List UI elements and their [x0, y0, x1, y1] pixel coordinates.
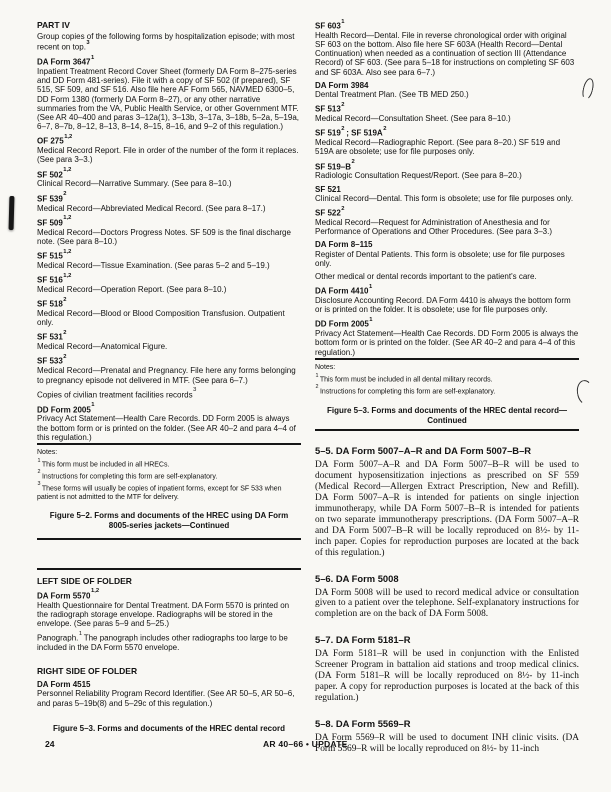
figure-5-2-notes [37, 449, 301, 502]
form-entry-heading: DD Form 2005$^1$ [37, 402, 95, 415]
form-entry [37, 404, 301, 442]
right-side-of-folder-header: RIGHT SIDE OF FOLDER [37, 666, 138, 677]
form-entry [315, 207, 579, 236]
section-heading: 5–6. DA Form 5008 [315, 572, 399, 584]
footnote-marker: 2 [63, 354, 67, 361]
footnote-marker: 2 [341, 101, 345, 108]
footnote-number: 2 [37, 469, 41, 476]
form-entry [315, 103, 579, 123]
footnote-marker: 1 [341, 18, 345, 25]
form-entry-heading: SF $531^2$ [37, 330, 67, 343]
form-entry [315, 20, 579, 77]
form-entry-description: Other medical or dental records important to the patient's care. [315, 271, 537, 281]
form-entry [37, 632, 301, 652]
form-entry-heading: DA Form 4515 [37, 680, 91, 690]
footnote-marker: 2 [383, 125, 387, 132]
right-column [315, 16, 579, 755]
footnote-text: These forms will usually be copies of inpatient forms, except for SF 533 when patient is not admitted to the MTF for delivery. [37, 485, 282, 501]
footnote-number: 3 [37, 481, 41, 488]
notes-list [315, 373, 579, 396]
section-heading: 5–7. DA Form 5181–R [315, 634, 411, 646]
form-entry-description: Privacy Act Statement—Health Care Records. DD Form 2005 is always the bottom form or is printed on the folder. (See AR 40–2 and para 4–4 of this regulation.) [37, 414, 296, 442]
form-entry-description: Medical Record Report. File in order of the number of the form it replaces. (See para 3–3.) [37, 146, 299, 165]
figure-5-2-caption: Figure 5–2. Forms and documents of the HREC using DA Form 8005-series jackets—Continued [49, 511, 289, 530]
form-entry-heading: SF $518^2$ [37, 296, 67, 309]
footnote-number: 2 [315, 384, 319, 391]
left-column [37, 20, 301, 734]
footnote-marker: 1,2 [63, 167, 72, 174]
form-entry-description: Health Questionnaire for Dental Treatment. DA Form 5570 is printed on the radiograph storage envelope. Radiographs will be stored in the envelope. (See paras 5–9 and 5–25.) [37, 600, 290, 628]
footnote-marker: 2 [341, 205, 345, 212]
footnote [37, 482, 301, 502]
form-entry [37, 217, 301, 246]
figure-5-2-entries [37, 56, 301, 442]
form-entry [37, 250, 301, 270]
form-entry-description: Medical Record—Tissue Examination. (See paras 5–2 and 5–19.) [37, 260, 270, 270]
footnote-number: 1 [315, 372, 319, 379]
footnote-marker: 1,2 [63, 272, 72, 279]
form-entry-heading: SF $533^2$ [37, 354, 67, 367]
part-intro: Group copies of the following forms by hospitalization episode; with most recent on top.$^3$ [37, 32, 295, 52]
form-entry [315, 81, 579, 99]
form-entry-heading: SF $522^2$ [315, 205, 345, 218]
form-entry [37, 56, 301, 131]
form-entry-heading: SF 509$^{1,2}$ [37, 215, 72, 228]
footnote-marker: 3 [86, 39, 90, 46]
footnote-text: Instructions for completing this form are self-explanatory. [41, 473, 218, 481]
form-entry-description: Clinical Record—Narrative Summary. (See para 8–10.) [37, 179, 232, 189]
footnote [37, 470, 301, 482]
pen-oval-mark [580, 77, 595, 101]
form-entry-heading: SF $539^2$ [37, 191, 67, 204]
footnote-marker: 1 [91, 54, 95, 61]
form-entry-heading: SF $513^2$ [315, 101, 345, 114]
notes-label: Notes: [315, 363, 336, 371]
figure-top-rule [37, 568, 301, 570]
footnote-marker: 1,2 [63, 215, 72, 222]
footnote-marker: 1 [369, 283, 373, 290]
section-body: DA Form 5181–R will be used in conjunction with the Enlisted Screener Program in battalion aid stations and troop medical clinics. (DA Form 5181–R will be locally reproduced on 8½- by 11-inch paper. A copy for reproduction purposes is located at the back of this regulation.) [315, 649, 579, 703]
form-entry-description: Radiologic Consultation Request/Report. (See para 8–20.) [315, 171, 522, 181]
form-entry-description: Health Record—Dental. File in reverse chronological order with original SF 603 on the bottom. Also file here SF 603A (Health Record—Dental Continuation) when needed as a continuation of section III (Attendance Record) of SF 603. (See para 5–18 for instructions on completing SF 603 and SF 603A. Also see para 6–7.) [315, 30, 575, 77]
regulation-section [315, 445, 579, 558]
regulation-section [315, 718, 579, 755]
form-entry [37, 590, 301, 628]
form-entry-description: Panograph.$^1$ The panograph includes other radiographs too large to be included in the DA Form 5570 envelope. [37, 630, 288, 652]
form-entry [315, 127, 579, 156]
footnote-text: This form must be included in all HRECs. [41, 461, 170, 469]
form-entry-heading: DA Form 3984 [315, 80, 369, 90]
figure-5-3-notes [315, 364, 579, 397]
form-entry-description: Medical Record—Anatomical Figure. [37, 342, 168, 352]
form-entry-heading: SF $519-B^2$ [315, 159, 355, 172]
form-entry-heading: SF $519^2$ ; SF $519A^2$ [315, 125, 387, 138]
form-entry [315, 185, 579, 203]
form-entry-description: Inpatient Treatment Record Cover Sheet (formerly DA Form 8–275-series and DD Form 481-series). File it with a copy of SF 502 (if prepared), SF 515, SF 509, and SF 516. Also file here AF Form 565, NAVMED 6300–5, DD Form 1380 (formerly DA Form 8–27), or any other narrative summaries from the VA, Public Health Service, or other Government MTF. (See AR 40–400 and paras 3–12a(1), 3–13b, 3–17a, 3–18b, 5–2a, 5–19a, 6–7, 8–7b, 8–12, 8–13, 8–14, 8–15, 8–16, and 9–2 of this regulation.) [37, 66, 299, 132]
form-entry-description: Disclosure Accounting Record. DA Form 4410 is always the bottom form or is printed on the folder. It is obsolete; use for file purposes only. [315, 296, 571, 315]
form-entry-description: Medical Record—Prenatal and Pregnancy. File here any forms belonging to pregnancy episode not delivered in MTF. (See para 6–7.) [37, 366, 296, 385]
form-entry-description: Register of Dental Patients. This form is obsolete; use for file purposes only. [315, 249, 565, 268]
form-entry [37, 193, 301, 213]
form-entry [315, 272, 579, 281]
footnote-text: Instructions for completing this form are self-explanatory. [319, 388, 496, 396]
form-entry [37, 331, 301, 351]
form-entry [315, 318, 579, 356]
folder-right-entries [37, 680, 301, 708]
form-entry-description: Medical Record—Abbreviated Medical Record. (See para 8–17.) [37, 203, 266, 213]
form-entry [37, 355, 301, 384]
form-entry-description: Medical Record—Doctors Progress Notes. SF 509 is the final discharge note. (See para 8–10.) [37, 227, 291, 246]
section-heading: 5–5. DA Form 5007–A–R and DA Form 5007–B–R [315, 445, 532, 457]
regulation-sections [315, 445, 579, 754]
footnote-marker: 2 [351, 159, 355, 166]
form-entry-heading: SF 521 [315, 184, 341, 194]
footnote-marker: 1,2 [91, 588, 100, 595]
form-entry [37, 135, 301, 164]
regulation-section [315, 634, 579, 704]
form-entry [37, 169, 301, 189]
form-entry [315, 161, 579, 181]
section-body: DA Form 5569–R will be used to document INH clinic visits. (DA Form 5569–R will be locally reproduced on 8½- by 11-inch [315, 732, 579, 754]
left-side-of-folder-header: LEFT SIDE OF FOLDER [37, 575, 132, 586]
form-entry-heading: SF 515$^{1,2}$ [37, 248, 72, 261]
footnote-marker: 1,2 [64, 133, 73, 140]
part-header: PART IV [37, 20, 70, 30]
footnote [315, 385, 579, 397]
form-entry-description: Medical Record—Request for Administration of Anesthesia and for Performance of Operations and Other Procedures. (See para 3–3.) [315, 217, 553, 237]
footnote-marker: 1 [91, 402, 95, 409]
form-entry-heading: OF 275$^{1,2}$ [37, 133, 73, 146]
footnote-marker: 2 [63, 191, 67, 198]
form-entry-description: Medical Record—Consultation Sheet. (See para 8–10.) [315, 114, 511, 124]
footnote-text: This form must be included in all dental military records. [319, 376, 493, 384]
form-entry-heading: DA Form 8–115 [315, 240, 373, 250]
section-body: DA Form 5008 will be used to record medical advice or consultation given to a patient over the telephone. Self-explanatory instructions for completion are on the back of DA Form 5008. [315, 587, 579, 620]
form-entry [315, 240, 579, 268]
form-entry-heading: SF $603^1$ [315, 18, 345, 31]
form-entry-description: Dental Treatment Plan. (See TB MED 250.) [315, 90, 469, 100]
form-entry-description: Medical Record—Blood or Blood Composition Transfusion. Outpatient only. [37, 308, 285, 328]
footnote-marker: 1 [369, 317, 373, 324]
form-entry-heading: DD Form 2005$^1$ [315, 317, 373, 330]
figure-bottom-rule [315, 358, 579, 360]
notes-list [37, 458, 301, 502]
footnote-number: 1 [37, 457, 41, 464]
footnote-marker: 2 [63, 330, 67, 336]
section-heading: 5–8. DA Form 5569–R [315, 717, 411, 729]
regulation-section [315, 573, 579, 621]
form-entry-description: Clinical Record—Dental. This form is obsolete; use for file purposes only. [315, 193, 574, 203]
form-entry-description: Personnel Reliability Program Record Identifier. (See AR 50–5, AR 50–6, and paras 5–19b(8) and 5–29c of this regulation.) [37, 689, 295, 708]
figure-5-3-continued-caption: Figure 5–3. Forms and documents of the HREC dental record—Continued [326, 405, 568, 425]
form-entry-heading: DA Form 4410$^1$ [315, 283, 373, 296]
form-entry-description: Medical Record—Operation Report. (See para 8–10.) [37, 284, 227, 294]
form-entry [315, 285, 579, 314]
figure-bottom-rule [37, 443, 301, 445]
notes-label: Notes: [37, 449, 58, 457]
publication-footer: AR 40–66 • UPDATE [263, 739, 348, 749]
form-entry-heading: DA Form 3647$^1$ [37, 54, 95, 67]
figure-5-3-caption: Figure 5–3. Forms and documents of the HREC dental record [52, 723, 286, 733]
footnote-marker: 2 [63, 296, 67, 303]
page-number: 24 [45, 739, 55, 749]
form-entry-description: Medical Record—Radiographic Report. (See para 8–20.) SF 519 and 519A are obsolete; use for file purposes only. [315, 138, 561, 157]
scanner-binding-mark [9, 196, 15, 230]
figure-separator-rule [315, 429, 579, 431]
figure-5-3-entries [315, 20, 579, 357]
footnote [37, 458, 301, 470]
form-entry-heading: DA Form 5570$^{1,2}$ [37, 588, 100, 601]
form-entry-description: Privacy Act Statement—Health Cae Records. DD Form 2005 is always the bottom form or is printed on the folder. (See AR 40–2 and para 4–4 of this regulation.) [315, 329, 579, 357]
form-entry-heading: SF 502$^{1,2}$ [37, 167, 72, 180]
form-entry [37, 389, 301, 400]
footnote [315, 373, 579, 385]
form-entry [37, 274, 301, 294]
footnote-marker: 3 [193, 387, 197, 394]
folder-left-entries [37, 590, 301, 653]
footnote-marker: 2 [341, 125, 345, 132]
form-entry [37, 298, 301, 327]
form-entry [37, 680, 301, 708]
footnote-marker: 1,2 [63, 248, 72, 255]
footnote-marker: 1 [78, 630, 83, 637]
figure-separator-rule [37, 538, 301, 540]
section-body: DA Form 5007–A–R and DA Form 5007–B–R will be used to document hyposensitization injections as prescribed on SF 559 (Medical Record—Allergen Extract Prescription, New and Refill). DA Form 5007–A–R is intended for patients on single injection immunotherapy, while DA Form 5007–B–R is intended for patients on two separate immunotherapy prescriptions. (DA Form 5007–A–R and DA Form 5007–B–R will be locally reproduced on 8½- by 11-inch paper. Copies for reproduction purposes are located at the back of this regulation.) [315, 460, 579, 558]
form-entry-heading: SF 516$^{1,2}$ [37, 272, 72, 285]
form-entry-description: Copies of civilian treatment facilities records$^3$ [37, 387, 197, 400]
